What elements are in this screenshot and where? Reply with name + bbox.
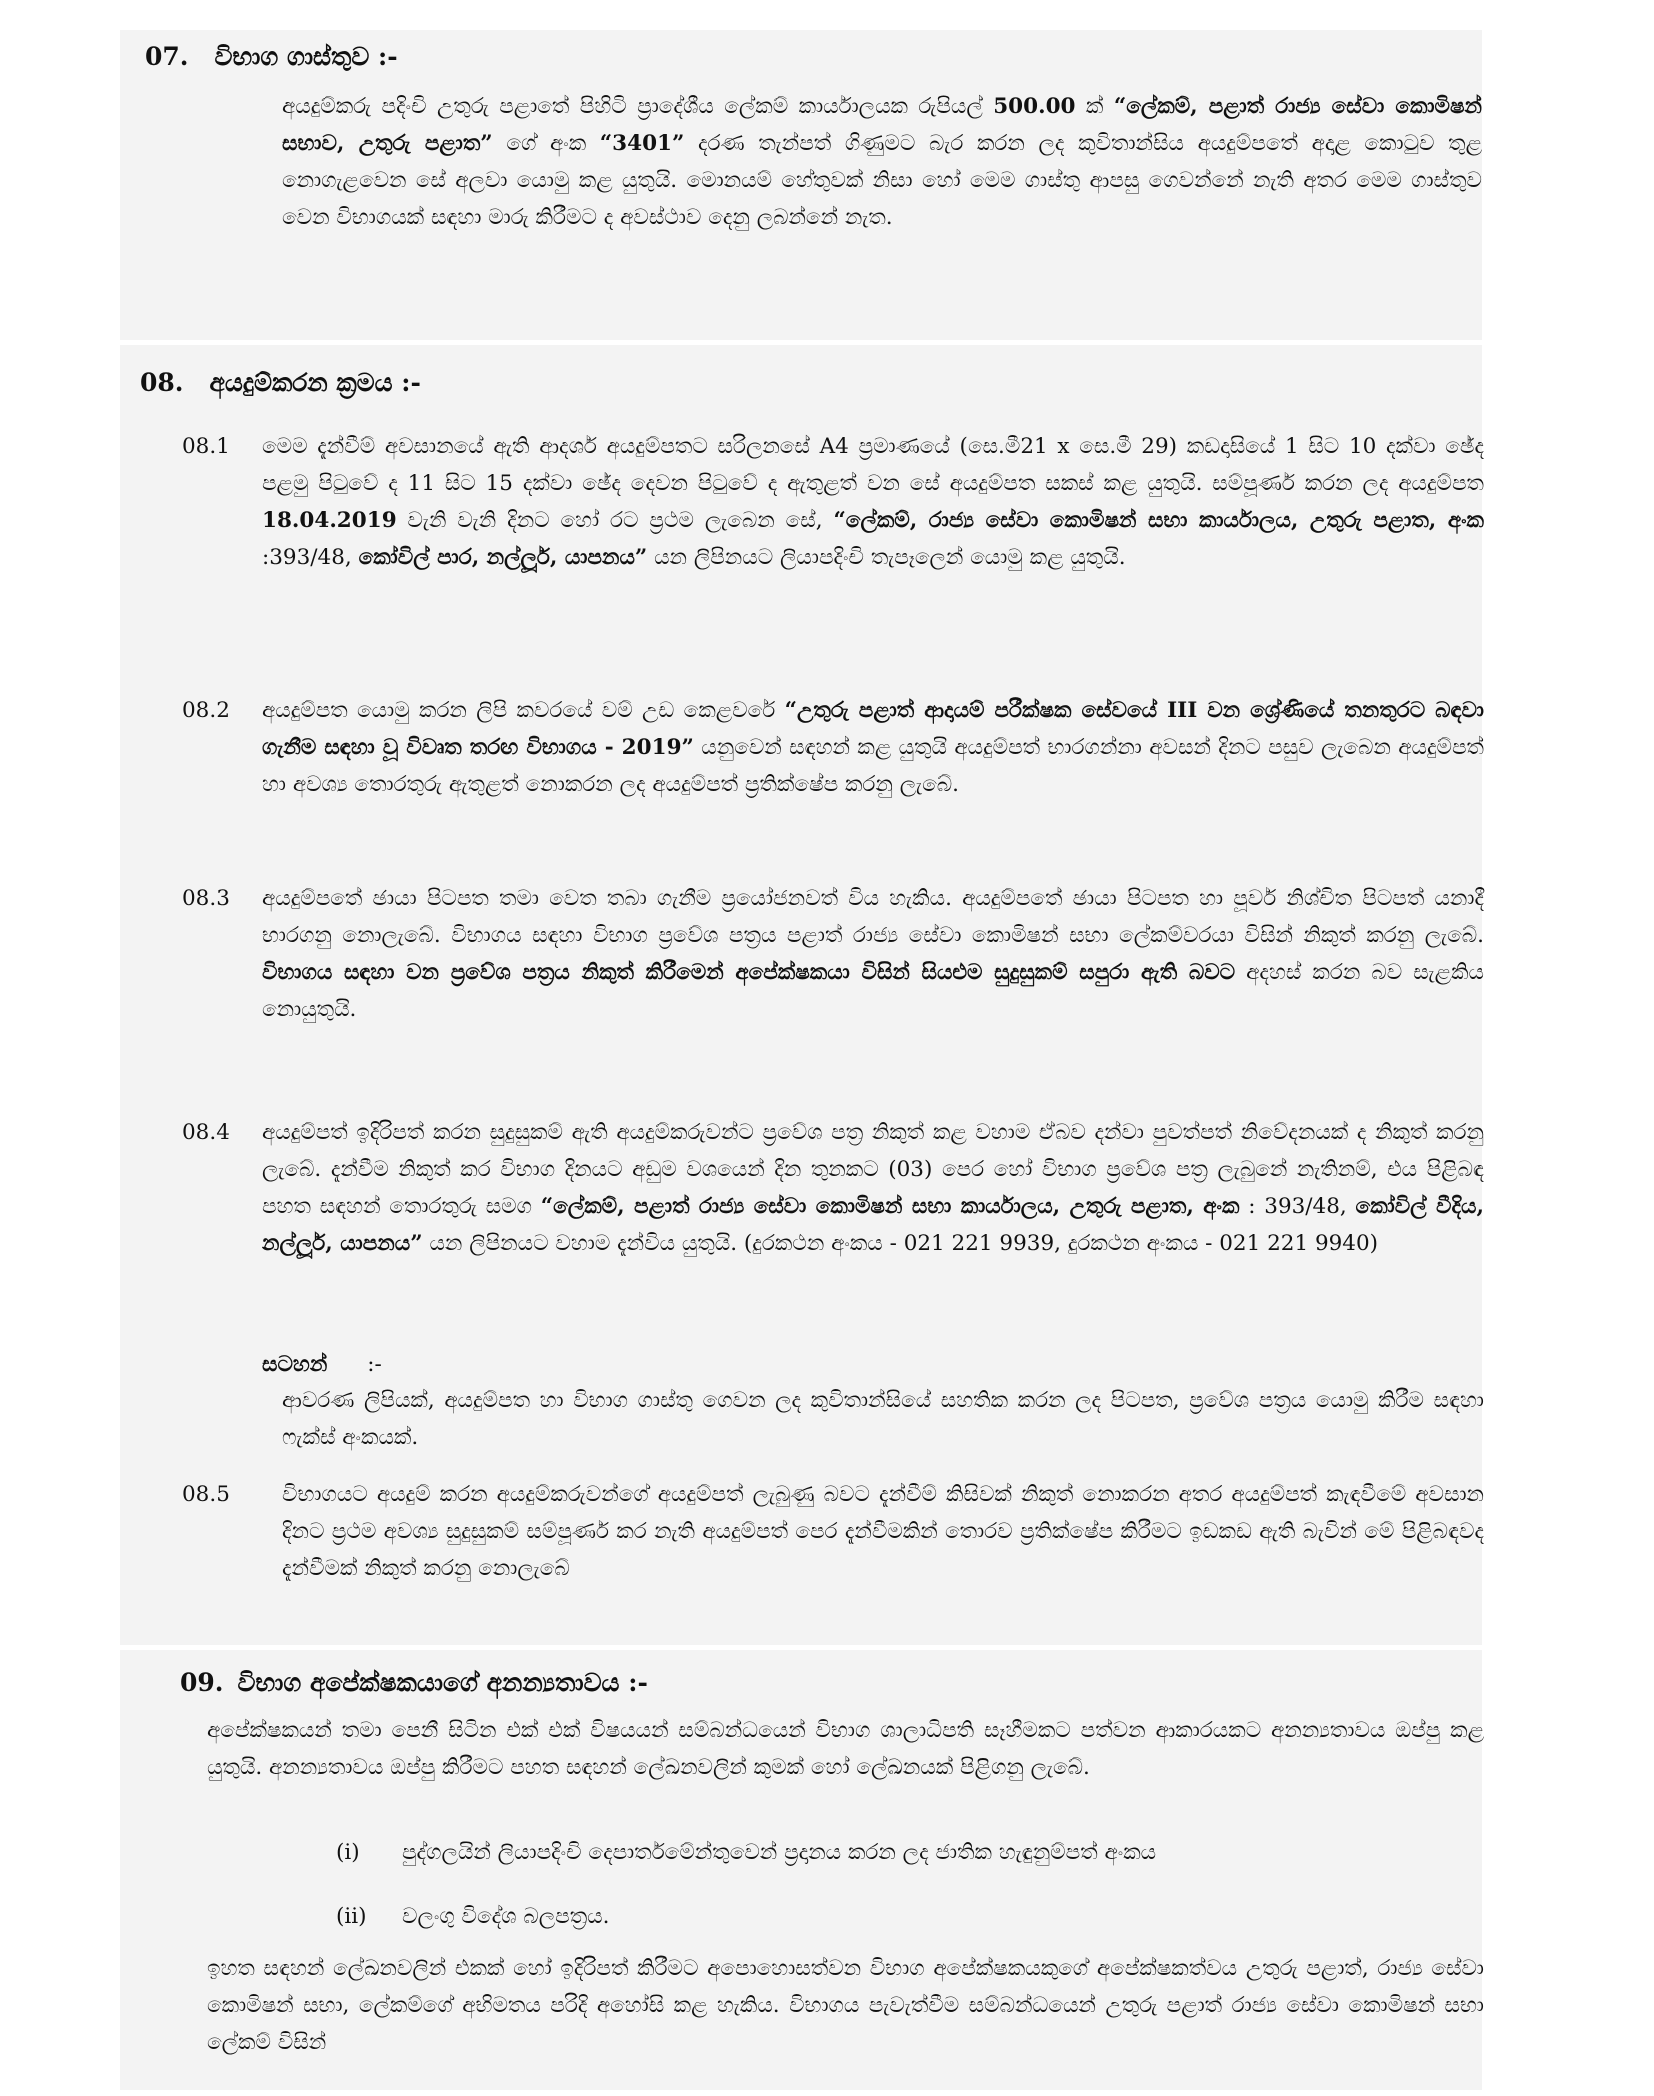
section-07-paragraph	[282, 88, 1482, 236]
id-item-1-number: (i)	[336, 1840, 360, 1865]
text-run: යන ලිපිනයට වහාම දැන්විය යුතුයි. (දුරකථන අංකය - 021 221 9939, දුරකථන අංකය - 021 221 9940)	[422, 1231, 1379, 1256]
note-heading	[262, 1346, 382, 1383]
clause-08-2-text	[262, 692, 1484, 803]
id-item-2-number: (ii)	[336, 1904, 367, 1929]
clause-08-4-number: 08.4	[182, 1120, 230, 1145]
clause-08-3-text	[262, 880, 1484, 1028]
section-07-heading	[145, 40, 398, 74]
section-09-intro: අපේක්ෂකයන් තමා පෙනී සිටින එක් එක් විෂයයන් සම්බන්ධයෙන් විභාග ශාලාධිපති සෑහීමකට පත්වන ආකාරයකට අනන්‍යතාවය ඔප්පු කළ යුතුයි. අනන්‍යතාවය ඔප්පු කිරීමට පහත සඳහන් ලේඛනවලින් කුමක් හෝ ලේඛනයක් පිළිගනු ලැබේ.	[207, 1718, 1484, 1780]
clause-08-5-text: විභාගයට අයදුම් කරන අයදුම්කරුවන්ගේ අයදුම්පත් ලැබුණු බවට දැන්වීම් කිසිවක් නිකුත් නොකරන අතර අයදුම්පත් කැඳවීමේ අවසාන දිනට ප්‍රථම අවශ්‍ය සුදුසුකම් සම්පූර්ණ කර නැති අයදුම්පත් පෙර දැන්වීමකින් තොරව ප්‍රතික්ෂේප කිරීමට ඉඩකඩ ඇති බැවින් මේ පිළිබඳවද දැන්වීමක් නිකුත් කරනු නොලැබේ	[282, 1482, 1484, 1581]
section-09-heading	[180, 1666, 648, 1700]
section-07-title: විභාග ගාස්තුව :-	[214, 42, 398, 71]
text-run: : 393/48,	[1239, 1194, 1356, 1219]
address-bold: කෝවිල් පාර, නල්ලූර්, යාපනය”	[358, 545, 648, 570]
note-text: ආවරණ ලිපියක්, අයදුම්පත හා විභාග ගාස්තු ගෙවන ලද කුවිතාන්සියේ සහතික කරන ලද පිටපත, ප්‍රවේශ පත්‍රය යොමු කිරීම සඳහා ෆැක්ස් අංකයක්.	[282, 1388, 1484, 1450]
fee-amount: 500.00	[993, 94, 1076, 119]
clause-08-2-number: 08.2	[182, 698, 230, 723]
address-bold: කෝවිල් වීදිය, නල්ලූර්, යාපනය”	[262, 1194, 1484, 1256]
section-08-heading	[140, 366, 421, 400]
section-09-title: විභාග අපේක්ෂකයාගේ අනන්‍යතාවය :-	[237, 1668, 648, 1697]
id-item-2-text: වලංගු විදේශ බලපත්‍රය.	[402, 1904, 610, 1929]
text-run: අයදුම්පත යොමු කරන ලිපි කවරයේ වම් උඩ කෙළවරේ	[262, 698, 785, 723]
section-07-number: 07.	[145, 42, 189, 71]
section-09-closing: ඉහත සඳහන් ලේඛනවලින් එකක් හෝ ඉදිරිපත් කිරීමට අපොහොසත්වන විභාග අපේක්ෂකයකුගේ අපේක්ෂකත්වය උතුරු පළාත්, රාජ්‍ය සේවා කොමිෂන් සභා, ලේකම්ගේ අභිමතය පරිදි අහෝසි කළ හැකිය. විභාගය පැවැත්වීම සම්බන්ධයෙන් උතුරු පළාත් රාජ්‍ය සේවා කොමිෂන් සභා ලේකම් විසින්	[207, 1956, 1484, 2055]
note-label: සටහන්	[262, 1352, 328, 1377]
section-08-title: අයදුම්කරන ක්‍රමය :-	[209, 368, 421, 397]
text-run: අයදුම්පත් ඉදිරිපත් කරන සුදුසුකම් ඇති අයදුම්කරුවන්ට ප්‍රවේශ පත්‍ර නිකුත් කළ වහාම ඒබව දන්වා පුවත්පත් නිවේදනයක් ද නිකුත් කරනු ලැබේ. දැන්වීම නිකුත් කර විභාග දිනයට අඩුම වශයෙන් දින තුනකට (03) පෙර හෝ විභාග ප්‍රවේශ පත්‍ර ලැබුනේ නැතිනම්, එය පිළිබඳ පහත සඳහන් තොරතුරු සමග	[262, 1120, 1484, 1219]
text-run: දරණ තැන්පත් ගිණුමට බැර කරන ලද කුවිතාන්සිය අයදුම්පතේ අදාළ කොටුව තුළ නොගැළවෙන සේ අලවා යොමු කළ යුතුයි. මොනයම් හේතුවක් නිසා හෝ මෙම ගාස්තු ආපසු ගෙවන්නේ නැති අතර මෙම ගාස්තුව වෙන විභාගයක් සඳහා මාරු කිරීමට ද අවස්ථාව දෙනු ලබන්නේ නැත.	[282, 131, 1483, 230]
account-number: “3401”	[599, 131, 685, 156]
address-bold: “ලේකම්, රාජ්‍ය සේවා කොමිෂන් සභා කාර්යාලය, උතුරු පළාත, අංක	[833, 508, 1484, 533]
text-run: යන ලිපිනයට ලියාපදිංචි තැපෑලෙන් යොමු කළ යුතුයි.	[647, 545, 1126, 570]
address-bold: “ලේකම්, පළාත් රාජ්‍ය සේවා කොමිෂන් සභා කාර්යාලය, උතුරු පළාත, අංක	[540, 1194, 1240, 1219]
text-run: අදහස් කරන බව සැළකිය නොයුතුයි.	[262, 960, 1484, 1022]
text-run: ගේ අංක	[492, 131, 600, 156]
text-run: මෙම දැන්වීම් අවසානයේ ඇති ආදර්ශ අයදුම්පතට සරිලනසේ A4 ප්‍රමාණයේ (සෙ.මී21 x සෙ.මී 29) කඩදාසියේ 1 සිට 10 දක්වා ඡේද පළමු පිටුවේ ද 11 සිට 15 දක්වා ඡේද දෙවන පිටුවේ ද ඇතුළත් වන සේ අයදුම්පත සකස් කළ යුතුයි. සම්පූර්ණ කරන ලද අයදුම්පත	[262, 434, 1484, 496]
note-colon: :-	[367, 1352, 382, 1377]
admission-note-bold: විභාගය සඳහා වන ප්‍රවේශ පත්‍රය නිකුත් කිරීමෙන් අපේක්ෂකයා විසින් සියළුම සුදුසුකම් සපුරා ඇති බවට	[262, 960, 1236, 985]
section-08-number: 08.	[140, 368, 184, 397]
clause-08-5-number: 08.5	[182, 1482, 230, 1507]
account-name: “ලේකම්, පළාත් රාජ්‍ය සේවා කොමිෂන් සභාව, උතුරු පළාත”	[282, 94, 1482, 156]
clause-08-1-number: 08.1	[182, 434, 230, 459]
id-item-1-text: පුද්ගලයින් ලියාපදිංචි දෙපාර්තමේන්තුවෙන් ප්‍රදානය කරන ලද ජාතික හැඳුනුම්පත් අංකය	[402, 1840, 1157, 1865]
text-run: :393/48,	[262, 545, 359, 570]
text-run: අයදුම්කරු පදිංචි උතුරු පළාතේ පිහිටි ප්‍රාදේශීය ලේකම් කාර්යාලයක රුපියල්	[282, 94, 994, 119]
text-run: වැනි වැනි දිනට හෝ රට ප්‍රථම ලැබෙන සේ,	[396, 508, 834, 533]
clause-08-3-number: 08.3	[182, 886, 230, 911]
clause-08-4-text	[262, 1114, 1484, 1262]
deadline-date: 18.04.2019	[262, 508, 397, 533]
section-09-number: 09.	[180, 1668, 224, 1697]
text-run: යනුවෙන් සඳහන් කළ යුතුයි අයදුම්පත් භාරගන්නා අවසන් දිනට පසුව ලැබෙන අයදුම්පත් හා අවශ්‍ය තොරතුරු ඇතුළත් නොකරන ලද අයදුම්පත් ප්‍රතික්ෂේප කරනු ලැබේ.	[262, 735, 1484, 797]
envelope-caption: “උතුරු පළාත් ආදායම් පරීක්ෂක සේවයේ III වන ශ්‍රේණියේ තනතුරට බඳවා ගැනීම සඳහා වූ විවෘත තරඟ විභාගය - 2019”	[262, 698, 1484, 760]
text-run: අයදුම්පතේ ඡායා පිටපත තමා වෙත තබා ගැනීම ප්‍රයෝජනවත් විය හැකිය. අයදුම්පතේ ඡායා පිටපත හා පූර්ව නිශ්චිත පිටපත් යනාදී භාරගනු නොලැබේ. විභාගය සඳහා විභාග ප්‍රවේශ පත්‍රය පළාත් රාජ්‍ය සේවා කොමිෂන් සභා ලේකම්වරයා විසින් නිකුත් කරනු ලැබේ.	[262, 886, 1484, 948]
clause-08-1-text	[262, 428, 1484, 576]
text-run: ක්	[1075, 94, 1114, 119]
